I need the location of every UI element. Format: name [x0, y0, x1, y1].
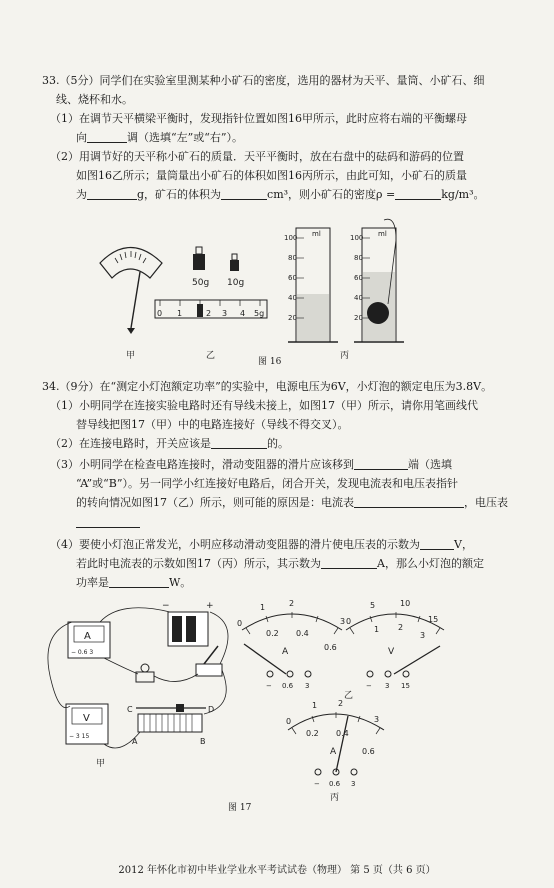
- svg-text:A: A: [330, 747, 337, 757]
- svg-text:3: 3: [351, 780, 356, 788]
- fig16-caption: 图 16: [258, 357, 282, 367]
- ruler-tick-2: 2: [206, 309, 212, 318]
- svg-text:3: 3: [385, 682, 390, 690]
- cylinder-after: [340, 219, 404, 361]
- svg-text:2: 2: [338, 699, 344, 708]
- q34-part3-e: [76, 516, 140, 530]
- weight-10g-icon: [230, 254, 239, 271]
- figure-17: [0, 594, 554, 812]
- svg-text:0: 0: [346, 617, 352, 626]
- svg-text:3: 3: [340, 617, 346, 626]
- ammeter-icon: [68, 622, 110, 658]
- svg-text:− 0.6 3: − 0.6 3: [71, 649, 94, 656]
- svg-text:V: V: [388, 647, 395, 657]
- q33-part2-a: （2）用调节好的天平称小矿石的质量．天平平衡时，放在右盘中的砝码和游码的位置: [50, 150, 464, 163]
- svg-text:0.6: 0.6: [324, 643, 337, 652]
- svg-text:− 3 15: − 3 15: [69, 733, 90, 740]
- fig17-label-yi: 乙: [344, 691, 354, 701]
- svg-text:D: D: [208, 705, 215, 714]
- svg-text:0.2: 0.2: [306, 729, 319, 738]
- svg-text:B: B: [200, 737, 206, 746]
- fig16-label-yi: 乙: [206, 351, 216, 361]
- switch-icon: [196, 646, 222, 676]
- svg-text:A: A: [84, 631, 91, 642]
- svg-text:100: 100: [284, 234, 298, 242]
- svg-text:0.2: 0.2: [266, 629, 279, 638]
- svg-text:0.4: 0.4: [296, 629, 309, 638]
- fig17-caption: 图 17: [228, 803, 252, 813]
- ammeter-needle-bing: [336, 716, 348, 772]
- ammeter-needle-yi: [244, 644, 286, 674]
- q33-part1-a: （1）在调节天平横梁平衡时，发现指针位置如图16甲所示，此时应将右端的平衡螺母: [50, 112, 467, 125]
- svg-text:1: 1: [260, 603, 266, 612]
- svg-text:60: 60: [354, 274, 363, 282]
- q33-title: 33.（5分）同学们在实验室里测某种小矿石的密度，选用的器材为天平、量筒、小矿石、细: [42, 74, 485, 87]
- weight-50g-icon: [193, 247, 205, 270]
- fig16-label-bing: 丙: [340, 351, 350, 361]
- svg-text:20: 20: [354, 314, 363, 322]
- svg-text:−: −: [366, 682, 372, 690]
- svg-text:3: 3: [420, 631, 426, 640]
- blank-power[interactable]: [109, 576, 169, 588]
- svg-text:0: 0: [286, 717, 292, 726]
- fig17-label-bing: 丙: [330, 793, 340, 803]
- svg-text:80: 80: [354, 254, 363, 262]
- svg-text:2: 2: [398, 623, 404, 632]
- svg-text:40: 40: [288, 294, 297, 302]
- ammeter-dial-yi: [237, 599, 345, 690]
- balance-needle: [131, 272, 140, 328]
- ruler-tick-0: 0: [157, 309, 163, 318]
- svg-text:A: A: [132, 737, 138, 746]
- circuit-diagram: [48, 601, 228, 769]
- svg-text:80: 80: [288, 254, 297, 262]
- svg-text:0.6: 0.6: [282, 682, 294, 690]
- svg-text:1: 1: [374, 625, 380, 634]
- svg-text:A: A: [282, 647, 289, 657]
- cyl2-unit: ml: [378, 230, 387, 238]
- svg-text:15: 15: [401, 682, 410, 690]
- svg-text:0.6: 0.6: [362, 747, 375, 756]
- svg-text:3: 3: [305, 682, 310, 690]
- figure-16: [0, 210, 554, 365]
- battery-plus: +: [206, 601, 214, 611]
- weight-50g-label: 50g: [192, 278, 210, 288]
- blank-current[interactable]: [321, 557, 377, 569]
- rheostat-icon: [127, 704, 214, 746]
- fig16-label-jia: 甲: [126, 351, 136, 361]
- blank-voltmeter-reason[interactable]: [76, 516, 140, 528]
- svg-text:10: 10: [400, 599, 411, 608]
- svg-text:0.4: 0.4: [336, 729, 349, 738]
- ruler-tick-5: 5g: [254, 309, 265, 318]
- q34-part4-e: 功率是 W。: [76, 576, 192, 589]
- q34-part2: （2）在连接电路时，开关应该是 的。: [50, 437, 289, 450]
- svg-text:2: 2: [289, 599, 295, 608]
- rider-icon: [197, 304, 203, 317]
- svg-text:V: V: [83, 713, 90, 724]
- svg-text:3: 3: [374, 715, 380, 724]
- ruler-tick-3: 3: [222, 309, 228, 318]
- q34-title: 34.（9分）在“测定小灯泡额定功率”的实验中，电源电压为6V，小灯泡的额定电压为3.8V。: [42, 380, 493, 393]
- q34-part1-a: （1）小明同学在连接实验电路时还有导线未接上，如图17（甲）所示，请你用笔画线代: [50, 399, 478, 412]
- ruler-tick-1: 1: [177, 309, 183, 318]
- svg-text:100: 100: [350, 234, 364, 242]
- cyl1-unit: ml: [312, 230, 321, 238]
- battery-minus: −: [162, 601, 170, 611]
- q33-part2-c: 为 g，矿石的体积为 cm³，则小矿石的密度ρ = kg/m³。: [76, 188, 485, 201]
- blank-ammeter-reason[interactable]: [354, 496, 464, 508]
- blank-switch-state[interactable]: [211, 437, 267, 449]
- q33-part2-b: 如图16乙所示；量筒量出小矿石的体积如图16丙所示，由此可知，小矿石的质量: [76, 169, 467, 182]
- q34-part3-a: （3）小明同学在检查电路连接时，滑动变阻器的滑片应该移到 端（选填: [50, 458, 452, 471]
- svg-text:15: 15: [428, 615, 439, 624]
- svg-text:C: C: [127, 705, 133, 714]
- cylinder-before: [284, 228, 338, 342]
- blank-voltage[interactable]: [420, 538, 454, 550]
- blank-direction[interactable]: [87, 131, 127, 143]
- q34-part1-b: 替导线把图17（甲）中的电路连接好（导线不得交叉）。: [76, 418, 349, 431]
- svg-text:0: 0: [237, 619, 243, 628]
- svg-text:5: 5: [370, 601, 376, 610]
- balance-pointer-dial: [100, 248, 162, 362]
- ore-stone-icon: [367, 302, 389, 324]
- blank-volume[interactable]: [221, 188, 267, 200]
- q33-part1-b: 向 调（选填“左”或“右”）。: [76, 131, 243, 144]
- svg-text:−: −: [314, 780, 320, 788]
- q34-part4-a: （4）要使小灯泡正常发光，小明应移动滑动变阻器的滑片使电压表的示数为 V，: [50, 538, 473, 551]
- blank-mass[interactable]: [87, 188, 137, 200]
- battery-icon: [162, 601, 214, 646]
- weights-and-ruler: [155, 247, 267, 361]
- voltmeter-dial-yi: [344, 599, 444, 701]
- svg-text:40: 40: [354, 294, 363, 302]
- svg-text:−: −: [266, 682, 272, 690]
- svg-text:0.6: 0.6: [329, 780, 341, 788]
- page-footer: 2012 年怀化市初中毕业学业水平考试试卷（物理） 第 5 页（共 6 页）: [118, 865, 436, 876]
- svg-text:1: 1: [312, 701, 318, 710]
- fig17-label-jia: 甲: [96, 759, 106, 769]
- weight-10g-label: 10g: [227, 278, 245, 288]
- ruler-tick-4: 4: [240, 309, 246, 318]
- ammeter-dial-bing: [286, 699, 384, 803]
- blank-slider-end[interactable]: [354, 458, 408, 470]
- voltmeter-needle-yi: [394, 646, 440, 674]
- svg-text:60: 60: [288, 274, 297, 282]
- voltmeter-icon: [66, 704, 108, 744]
- q34-part3-c: “A”或“B”）。另一同学小红连接好电路后，闭合开关，发现电流表和电压表指针: [76, 477, 458, 490]
- svg-text:20: 20: [288, 314, 297, 322]
- lamp-icon: [136, 664, 154, 682]
- q33-title-cont: 线、烧杯和水。: [56, 93, 133, 106]
- q34-part3-d: 的转向情况如图17（乙）所示，则可能的原因是：电流表 ，电压表: [76, 496, 508, 509]
- blank-density[interactable]: [395, 188, 441, 200]
- q34-part4-c: 若此时电流表的示数如图17（丙）所示，其示数为 A，那么小灯泡的额定: [76, 557, 484, 570]
